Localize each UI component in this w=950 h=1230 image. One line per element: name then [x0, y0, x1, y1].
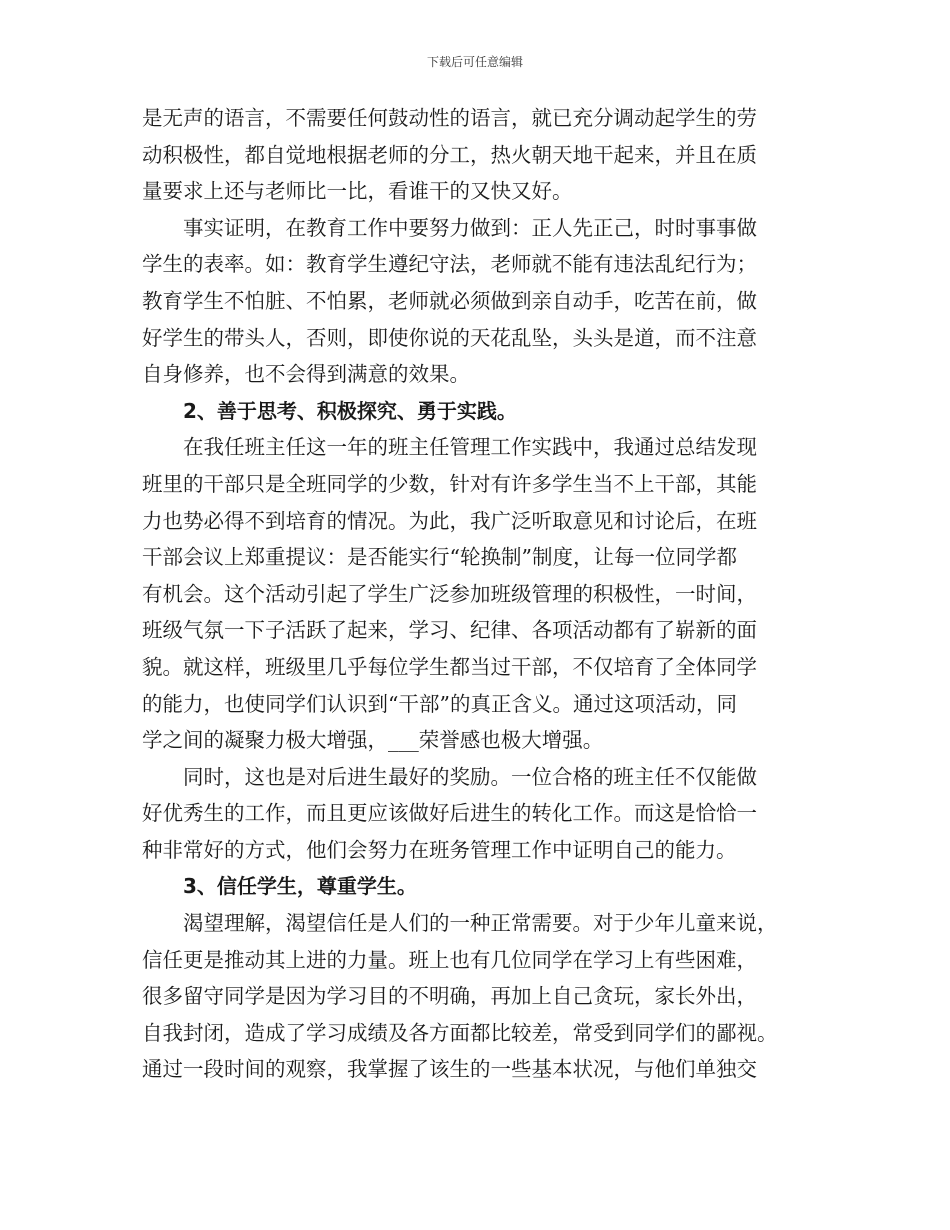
- text-line: 是无声的语言，不需要任何鼓动性的语言，就已充分调动起学生的劳: [142, 106, 757, 130]
- paragraph-start: 渴望理解，渴望信任是人们的一种正常需要。对于少年儿童来说，: [183, 911, 778, 936]
- paragraph-start: 同时，这也是对后进生最好的奖励。一位合格的班主任不仅能做: [183, 764, 757, 789]
- text-line: 学生的表率。如：教育学生遵纪守法，老师就不能有违法乱纪行为；: [142, 252, 757, 277]
- text-line: 很多留守同学是因为学习目的不明确，再加上自己贪玩，家长外出，: [142, 984, 757, 1009]
- page-header: 下载后可任意编辑: [426, 55, 523, 69]
- paragraph-start: 在我任班主任这一年的班主任管理工作实践中，我通过总结发现: [183, 435, 757, 460]
- text-line: 种非常好的方式，他们会努力在班务管理工作中证明自己的能力。: [142, 837, 737, 862]
- text-line: 自身修养，也不会得到满意的效果。: [142, 362, 470, 387]
- text-line: 貌。就这样，班级里几乎每位学生都当过干部，不仅培育了全体同学: [142, 654, 757, 679]
- text-line: 学之间的凝聚力极大增强，___荣誉感也极大增强。: [142, 728, 604, 753]
- text-line: 教育学生不怕脏、不怕累，老师就必须做到亲自动手，吃苦在前，做: [142, 288, 757, 313]
- text-line: 量要求上还与老师比一比，看谁干的又快又好。: [142, 179, 573, 204]
- text-line: 好优秀生的工作，而且更应该做好后进生的转化工作。而这是恰恰一: [142, 801, 757, 826]
- text-line: 动积极性，都自觉地根据老师的分工，热火朝天地干起来，并且在质: [142, 142, 757, 167]
- text-line: 信任更是推动其上进的力量。班上也有几位同学在学习上有些困难，: [142, 947, 757, 972]
- text-line: 干部会议上郑重提议：是否能实行“轮换制”制度，让每一位同学都: [142, 545, 737, 570]
- section-heading: 3、信任学生，尊重学生。: [183, 874, 417, 899]
- text-line: 班里的干部只是全班同学的少数，针对有许多学生当不上干部，其能: [142, 471, 757, 496]
- text-line: 自我封闭，造成了学习成绩及各方面都比较差，常受到同学们的鄙视。: [142, 1020, 778, 1045]
- text-line: 通过一段时间的观察，我掌握了该生的一些基本状况，与他们单独交: [142, 1057, 757, 1082]
- text-line: 有机会。这个活动引起了学生广泛参加班级管理的积极性，一时间，: [142, 581, 757, 606]
- section-heading: 2、善于思考、积极探究、勇于实践。: [183, 398, 517, 423]
- text-line: 班级气氛一下子活跃了起来，学习、纪律、各项活动都有了崭新的面: [142, 618, 757, 643]
- paragraph-start: 事实证明，在教育工作中要努力做到：正人先正己，时时事事做: [183, 215, 757, 240]
- document-body: [142, 100, 812, 1088]
- text-line: 好学生的带头人，否则，即使你说的天花乱坠，头头是道，而不注意: [142, 325, 757, 350]
- text-line: 的能力，也使同学们认识到“干部”的真正含义。通过这项活动，同: [142, 691, 737, 716]
- text-line: 力也势必得不到培育的情况。为此，我广泛听取意见和讨论后，在班: [142, 508, 757, 533]
